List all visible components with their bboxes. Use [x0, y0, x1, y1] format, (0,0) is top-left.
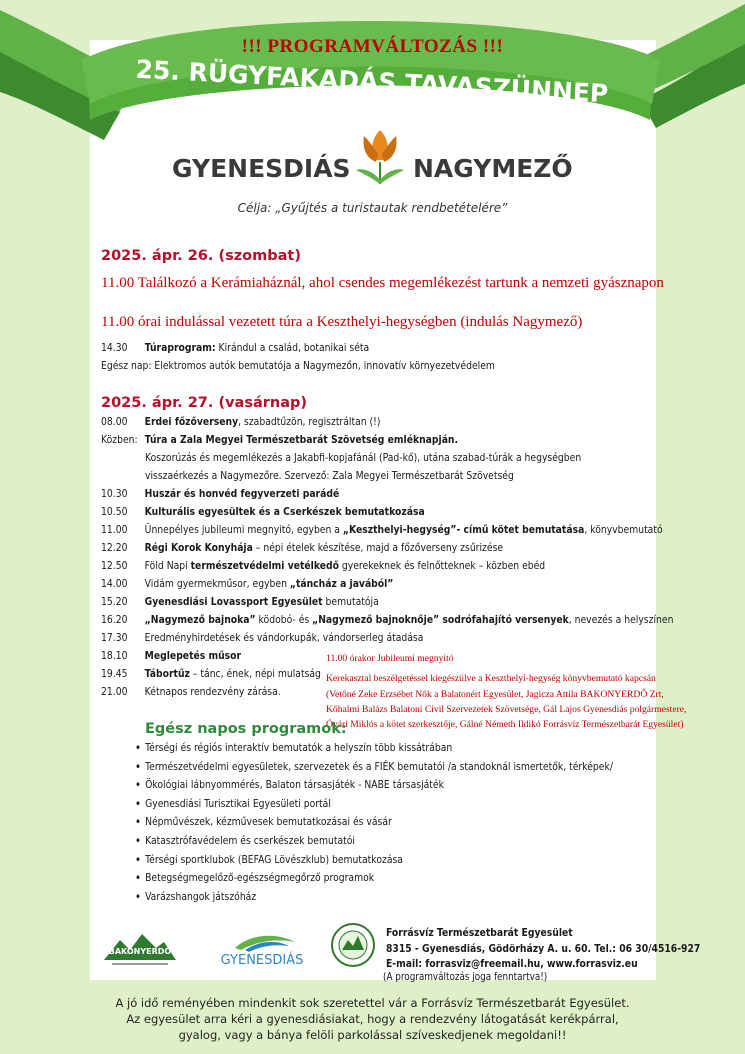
schedule-row — [101, 667, 321, 680]
organizer-name: Forrásvíz Természetbarát Egyesület — [386, 926, 573, 939]
schedule-row — [101, 595, 379, 608]
footer-line: A jó idő reményében mindenkit sok szeretettel vár a Forrásvíz Természetbarát Egyesület. — [115, 996, 630, 1010]
logo-gyenesdias: GYENESDIÁS — [172, 154, 351, 183]
row-text: Kétnapos rendezvény zárása. — [144, 685, 281, 698]
row-title: „Nagymező bajnoka” — [144, 613, 256, 626]
schedule-row — [101, 359, 495, 372]
list-item: • Térségi és régiós interaktív bemutatók a helyszín több kissátrában — [135, 741, 613, 760]
row-time: Egész nap: — [101, 359, 152, 372]
schedule-row — [101, 487, 339, 500]
row-title: „táncház a javából” — [289, 577, 394, 590]
schedule-row-continued: visszaérkezés a Nagymezőre. Szervező: Zala Megyei Természetbarát Szövetség — [145, 469, 514, 482]
row-text: gyerekeknek és felnőtteknek – közben ebéd — [338, 559, 546, 572]
schedule-row — [101, 541, 503, 554]
all-day-title: Egész napos programok: — [145, 721, 347, 737]
day1-red-line-1: 11.00 Találkozó a Kerámiaháznál, ahol csendes megemlékezést tartunk a nemzeti gyásznapon — [101, 275, 664, 291]
row-text: Elektromos autók bemutatója a Nagymezőn, innovatív környezetvédelem — [151, 359, 495, 372]
row-title: Kulturális egyesültek és a Cserkészek bemutatkozása — [144, 505, 425, 518]
change-note-line: 11.00 órakor Jubileumi megnyitó — [326, 653, 454, 664]
bakonyerdo-logo-text: BAKONYERDŐ — [108, 947, 172, 956]
day1-red-line-2: 11.00 órai indulással vezetett túra a Keszthelyi-hegységben (indulás Nagymező) — [101, 314, 583, 330]
row-title: „Keszthelyi-hegység”- című kötet bemutatása — [342, 523, 585, 536]
list-item: • Gyenesdiási Turisztikai Egyesületi portál — [135, 797, 613, 816]
gyenesdias-logo — [205, 928, 320, 972]
list-item: • Ökológiai lábnyommérés, Balaton társasjáték - NABE társasjáték — [135, 778, 613, 797]
event-title: 25. RÜGYFAKADÁS TAVASZÜNNEP — [134, 54, 609, 109]
list-item: • Térségi sportklubok (BEFAG Lövészklub) bemutatkozása — [135, 853, 613, 872]
organizer-contact: E-mail: forrasviz@freemail.hu, www.forrasviz.eu — [386, 957, 638, 970]
list-item: • Betegségmegelőző-egészségmegőrző programok — [135, 871, 613, 890]
row-title: Tábortűz — [144, 667, 190, 680]
day2-date: 2025. ápr. 27. (vasárnap) — [101, 395, 307, 411]
row-title: Erdei főzőverseny — [144, 415, 239, 428]
row-title: természetvédelmi vetélkedő — [190, 559, 339, 572]
bakonyerdo-logo — [100, 926, 180, 970]
schedule-row — [101, 341, 369, 354]
row-text: bemutatója — [322, 595, 379, 608]
list-item: • Népművészek, kézművesek bemutatkozásai és vásár — [135, 815, 613, 834]
row-time: 17.30 — [101, 631, 128, 644]
list-item: • Természetvédelmi egyesületek, szervezetek és a FIÉK bemutatói /a standoknál ismertetők, térképek/ — [135, 760, 613, 779]
schedule-row — [101, 631, 423, 644]
footer-line: gyalog, vagy a bánya felöli parkolással szíveskedjenek megoldani!! — [178, 1028, 567, 1042]
row-title: Huszár és honvéd fegyverzeti parádé — [144, 487, 340, 500]
row-time: 18.10 — [101, 649, 128, 662]
row-title: Gyenesdiási Lovassport Egyesület — [144, 595, 323, 608]
day1-date: 2025. ápr. 26. (szombat) — [101, 248, 301, 264]
row-text: , szabadtűzön, regisztráltan (!) — [238, 415, 381, 428]
row-time: 15.20 — [101, 595, 128, 608]
row-time: 08.00 — [101, 415, 128, 428]
schedule-row — [101, 577, 393, 590]
forrasviz-seal-icon — [330, 922, 376, 968]
row-time: 11.00 — [101, 523, 128, 536]
row-text: Vidám gyermekműsor, egyben — [144, 577, 290, 590]
schedule-row — [101, 523, 663, 536]
change-note-line: (Vetőné Zeke Erzsébet Nők a Balatonért Egyesület, Jagicza Attila BAKONYERDŐ Zrt, — [326, 689, 664, 700]
row-time: 14.00 — [101, 577, 128, 590]
schedule-row — [101, 433, 458, 446]
row-time: 21.00 — [101, 685, 128, 698]
schedule-row-continued: Koszorúzás és megemlékezés a Jakabfi-kopjafánál (Pad-kő), utána szabad-túrák a hegységben — [145, 451, 582, 464]
change-note-line: Kőhalmi Balázs Balatoni Civil Szervezetek Szövetsége, Gál Lajos Gyenesdiás polgármestere, — [326, 704, 687, 715]
row-title: Régi Korok Konyhája — [144, 541, 253, 554]
footer-line: Az egyesület arra kéri a gyenesdiásiakat, hogy a rendezvény látogatását kerékpárral, — [126, 1012, 619, 1026]
row-text: – tánc, ének, népi mulatság — [189, 667, 321, 680]
list-item: • Varázshangok játszóház — [135, 890, 613, 909]
row-title: Túraprogram: — [144, 341, 216, 354]
row-text: Föld Napi — [144, 559, 191, 572]
all-day-list — [135, 741, 613, 908]
row-text: Kirándul a család, botanikai séta — [215, 341, 370, 354]
row-text: ködobó- és — [255, 613, 313, 626]
schedule-row — [101, 613, 673, 626]
row-time: 12.20 — [101, 541, 128, 554]
program-change-notice: !!! PROGRAMVÁLTOZÁS !!! — [241, 36, 504, 57]
row-title: „Nagymező bajnoknője” sodrófahajító versenyek — [312, 613, 569, 626]
row-time: 16.20 — [101, 613, 128, 626]
schedule-row — [101, 505, 425, 518]
row-time: 14.30 — [101, 341, 128, 354]
tulip-logo-icon — [350, 124, 410, 190]
row-text: , könyvbemutató — [584, 523, 663, 536]
row-text: Ünnepélyes jubileumi megnyitó, egyben a — [144, 523, 343, 536]
row-time: 10.30 — [101, 487, 128, 500]
row-text: , nevezés a helyszínen — [568, 613, 674, 626]
row-text: – népi ételek készítése, majd a főzőverseny zsűrizése — [252, 541, 504, 554]
gyenesdias-logo-text: GYENESDIÁS — [220, 953, 304, 968]
event-goal: Célja: „Gyűjtés a turistautak rendbetételére” — [237, 201, 508, 215]
change-note-line: Kerekasztal beszélgetéssel kiegészülve a Keszthelyi-hegység könyvbemutató kapcsán — [326, 673, 656, 684]
schedule-row — [101, 559, 545, 572]
list-item: • Katasztrófavédelem és cserkészek bemutatói — [135, 834, 613, 853]
row-time: 12.50 — [101, 559, 128, 572]
row-time: 10.50 — [101, 505, 128, 518]
schedule-row — [101, 415, 380, 428]
logo-nagymezo: NAGYMEZŐ — [413, 154, 573, 183]
row-title: Meglepetés műsor — [144, 649, 242, 662]
row-text: Eredményhirdetések és vándorkupák, vándorserleg átadása — [144, 631, 424, 644]
organizer-disclaimer: (A programváltozás joga fenntartva!) — [383, 971, 548, 983]
row-time: Közben: — [101, 433, 138, 446]
schedule-row — [101, 685, 281, 698]
change-note-line: Óvári Miklós a kötet szerkesztője, Gálné Németh Ildikó Forrásvíz Természetbarát Egyesület) — [326, 719, 684, 730]
organizer-address: 8315 - Gyenesdiás, Gödörházy A. u. 60. Tel.: 06 30/4516-927 — [386, 942, 701, 955]
row-title: Túra a Zala Megyei Természetbarát Szövetség emléknapján. — [144, 433, 459, 446]
row-time: 19.45 — [101, 667, 128, 680]
schedule-row — [101, 649, 241, 662]
